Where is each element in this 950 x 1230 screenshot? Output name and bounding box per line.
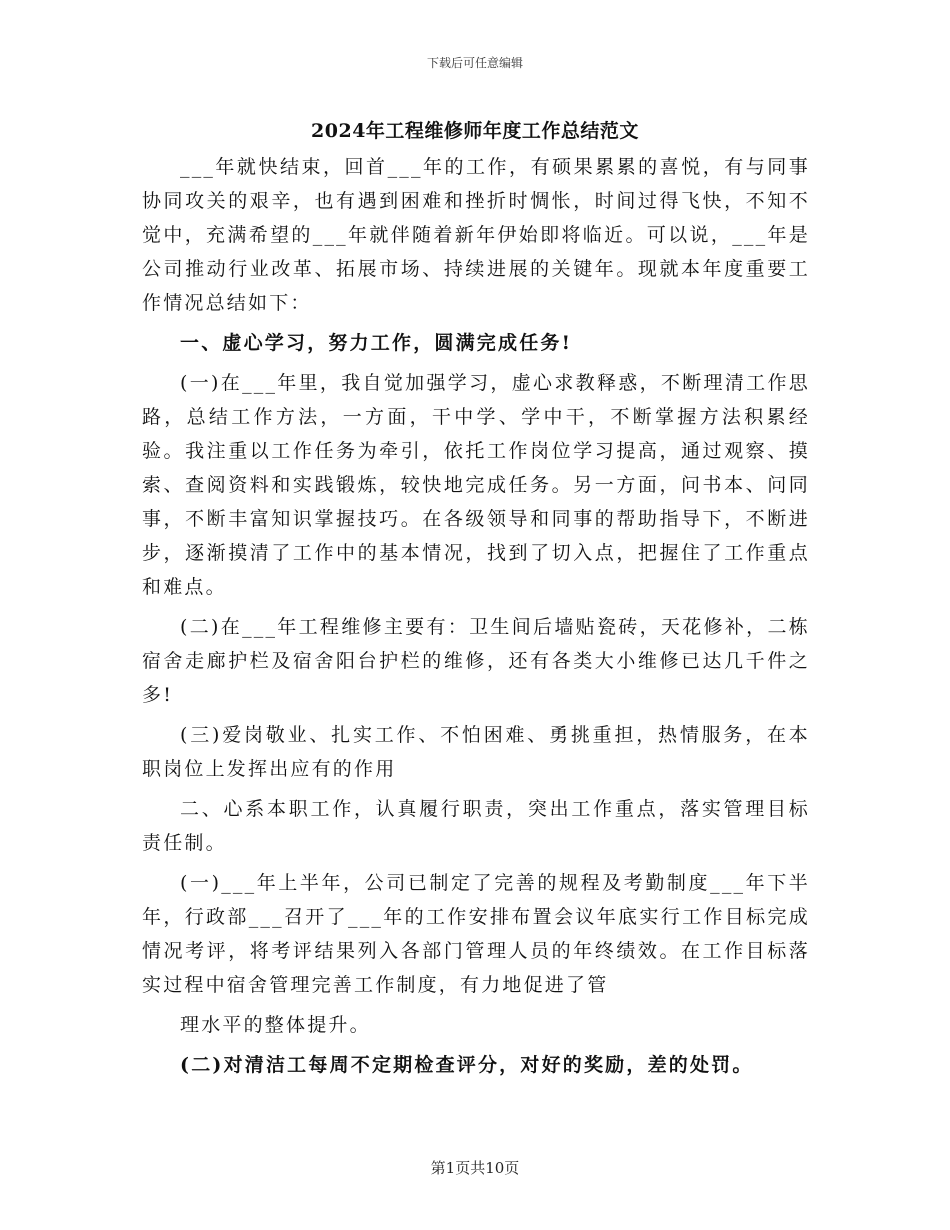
section-heading-2: 二、心系本职工作，认真履行职责，突出工作重点，落实管理目标责任制。 <box>142 798 810 854</box>
paragraph-2-1-cont: 理水平的整体提升。 <box>180 1014 371 1036</box>
paragraph-2-1: (一)___年上半年，公司已制定了完善的规程及考勤制度___年下半年，行政部___召开了___年的工作安排布置会议年底实行工作目标完成情况考评，将考评结果列入各部门管理人员的年终绩效。在工作目标落实过程中宿舍管理完善工作制度，有力地促进了管 <box>142 872 810 996</box>
paragraph-2-2: (二)对清洁工每周不定期检查评分，对好的奖励，差的处罚。 <box>180 1054 754 1076</box>
paragraph-1-2: (二)在___年工程维修主要有：卫生间后墙贴瓷砖，天花修补，二栋宿舍走廊护栏及宿舍阳台护栏的维修，还有各类大小维修已达几千件之多! <box>142 616 810 706</box>
header-note: 下载后可任意编辑 <box>426 56 523 70</box>
document-title: 2024年工程维修师年度工作总结范文 <box>311 120 639 142</box>
paragraph-1-1: (一)在___年里，我自觉加强学习，虚心求教释惑，不断理清工作思路，总结工作方法，一方面，干中学、学中干，不断掌握方法积累经验。我注重以工作任务为牵引，依托工作岗位学习提高，通过观察、摸索、查阅资料和实践锻炼，较快地完成任务。另一方面，问书本、问同事，不断丰富知识掌握技巧。在各级领导和同事的帮助指导下，不断进步，逐渐摸清了工作中的基本情况，找到了切入点，把握住了工作重点和难点。 <box>142 372 810 598</box>
section-heading-1: 一、虚心学习，努力工作，圆满完成任务! <box>180 332 573 354</box>
paragraph-1-3: (三)爱岗敬业、扎实工作、不怕困难、勇挑重担，热情服务，在本职岗位上发挥出应有的作用 <box>142 724 810 780</box>
paragraph-intro: ___年就快结束，回首___年的工作，有硕果累累的喜悦，有与同事协同攻关的艰辛，也有遇到困难和挫折时惆怅，时间过得飞快，不知不觉中，充满希望的___年就伴随着新年伊始即将临近。可以说，___年是公司推动行业改革、拓展市场、持续进展的关键年。现就本年度重要工作情况总结如下： <box>142 156 810 314</box>
page-footer: 第1页共10页 <box>430 1159 520 1177</box>
document-body <box>142 150 810 1082</box>
